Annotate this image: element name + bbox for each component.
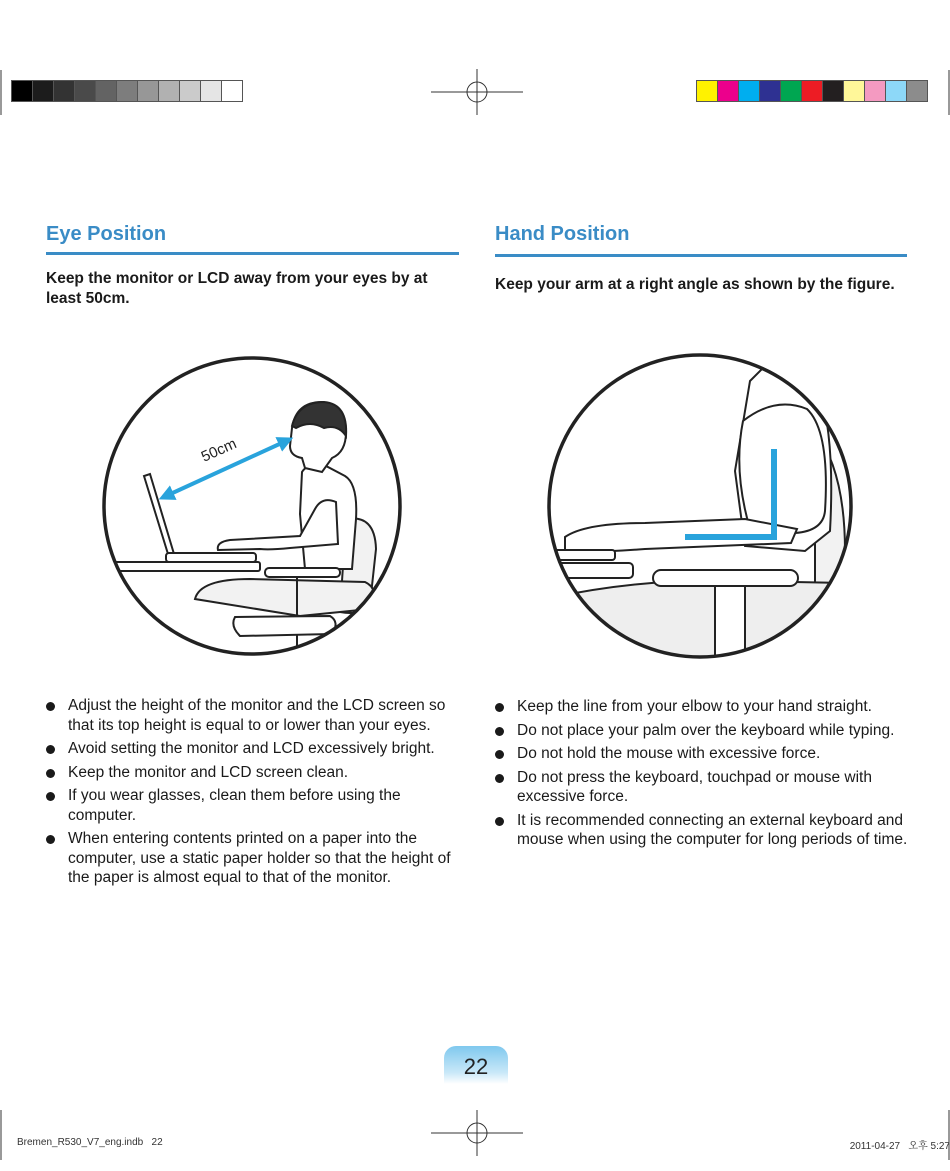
eye-position-heading: Eye Position bbox=[46, 223, 167, 245]
registration-mark-bottom bbox=[431, 1110, 523, 1156]
gray-swatch bbox=[200, 80, 222, 102]
color-swatch bbox=[696, 80, 718, 102]
color-swatch bbox=[885, 80, 907, 102]
list-item: Do not place your palm over the keyboard while typing. bbox=[495, 721, 915, 741]
gray-swatch bbox=[158, 80, 180, 102]
process-color-bar bbox=[696, 80, 927, 104]
list-item: Do not hold the mouse with excessive force. bbox=[495, 744, 915, 764]
gray-swatch bbox=[179, 80, 201, 102]
hand-position-illustration bbox=[545, 351, 855, 661]
gray-swatch bbox=[11, 80, 33, 102]
footer-timestamp: 2011-04-27 오후 5:27 bbox=[849, 1141, 950, 1152]
color-swatch bbox=[759, 80, 781, 102]
color-swatch bbox=[738, 80, 760, 102]
color-swatch bbox=[906, 80, 928, 102]
page-number: 22 bbox=[444, 1046, 508, 1084]
registration-mark-top bbox=[431, 69, 523, 115]
gray-swatch bbox=[137, 80, 159, 102]
footer-file-info: Bremen_R530_V7_eng.indb 22 bbox=[17, 1137, 163, 1148]
gray-swatch bbox=[32, 80, 54, 102]
color-swatch bbox=[864, 80, 886, 102]
eye-position-illustration bbox=[100, 354, 405, 659]
list-item: Avoid setting the monitor and LCD excessively bright. bbox=[46, 739, 466, 759]
hand-heading-rule bbox=[495, 254, 907, 257]
gray-swatch bbox=[221, 80, 243, 102]
color-swatch bbox=[801, 80, 823, 102]
distance-label: 50cm bbox=[198, 435, 240, 466]
list-item: When entering contents printed on a paper into the computer, use a static paper holder so that the height of the paper is almost equal to that of the monitor. bbox=[46, 829, 466, 888]
eye-bullet-list bbox=[46, 696, 466, 892]
gray-swatch bbox=[74, 80, 96, 102]
gray-swatch bbox=[95, 80, 117, 102]
list-item: Do not press the keyboard, touchpad or mouse with excessive force. bbox=[495, 768, 915, 807]
hand-position-heading: Hand Position bbox=[495, 223, 630, 245]
color-swatch bbox=[780, 80, 802, 102]
gray-color-bar bbox=[11, 80, 242, 104]
list-item: It is recommended connecting an external keyboard and mouse when using the computer for long periods of time. bbox=[495, 811, 915, 850]
gray-swatch bbox=[116, 80, 138, 102]
hand-lead-text: Keep your arm at a right angle as shown by the figure. bbox=[495, 276, 895, 293]
eye-heading-rule bbox=[46, 252, 459, 255]
color-swatch bbox=[843, 80, 865, 102]
list-item: Keep the monitor and LCD screen clean. bbox=[46, 763, 466, 783]
list-item: If you wear glasses, clean them before using the computer. bbox=[46, 786, 466, 825]
list-item: Adjust the height of the monitor and the LCD screen so that its top height is equal to or lower than your eyes. bbox=[46, 696, 466, 735]
hand-bullet-list bbox=[495, 697, 915, 854]
eye-lead-text: Keep the monitor or LCD away from your eyes by at least 50cm. bbox=[46, 270, 428, 307]
color-swatch bbox=[717, 80, 739, 102]
color-swatch bbox=[822, 80, 844, 102]
list-item: Keep the line from your elbow to your hand straight. bbox=[495, 697, 915, 717]
gray-swatch bbox=[53, 80, 75, 102]
